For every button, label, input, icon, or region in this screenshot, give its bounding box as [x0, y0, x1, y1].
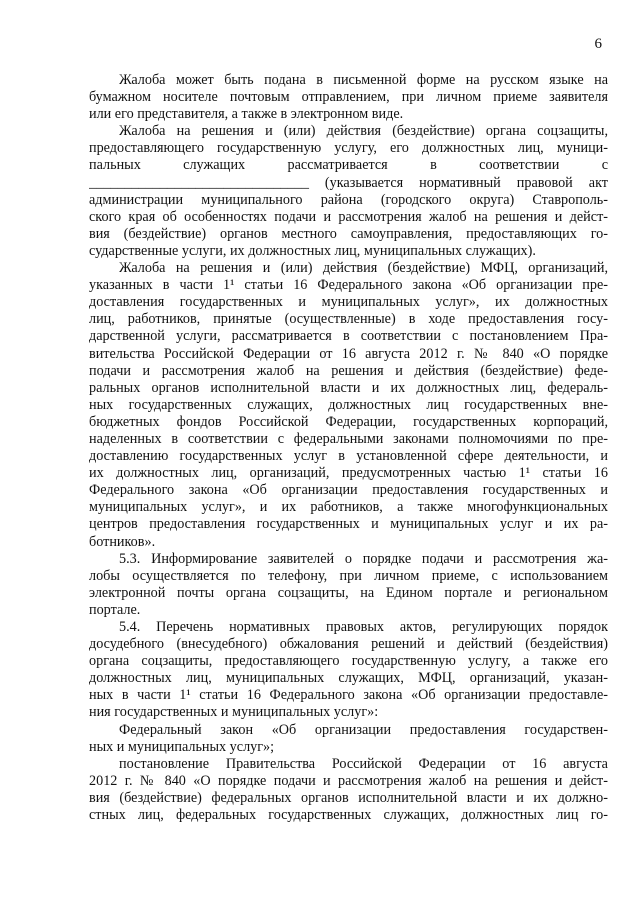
- text-line: ния государственных и муниципальных услуг»:: [89, 704, 379, 721]
- text-line: Федеральный закон «Об организации предоставления государствен-: [119, 721, 608, 738]
- text-line: пальных служащих рассматривается в соответствии с: [89, 157, 608, 174]
- document-body: [89, 72, 608, 824]
- text-line: портале.: [89, 601, 141, 618]
- text-line: доставления государственных и муниципальных услуг», их должностных: [89, 294, 608, 311]
- text-line: органа соцзащиты, предоставляющего государственную услугу, а также его: [89, 653, 608, 670]
- text-line: дарственной услуги, рассматривается в соответствии с постановлением Пра-: [89, 328, 608, 345]
- text-line: ных и муниципальных услуг»;: [89, 738, 275, 755]
- text-line: администрации муниципального района (городского округа) Ставрополь-: [89, 191, 608, 208]
- text-line: сударственные услуги, их должностных лиц, муниципальных служащих).: [89, 242, 536, 259]
- text-line: должностных лиц, муниципальных служащих, МФЦ, организаций, указан-: [89, 670, 608, 687]
- text-line: лобы осуществляется по телефону, при личном приеме, с использованием: [89, 567, 608, 584]
- text-line: вия (бездействие) органов местного самоуправления, предоставляющих го-: [89, 225, 608, 242]
- text-line: бумажном носителе почтовым отправлением, при личном приеме заявителя: [89, 89, 608, 106]
- text-line: электронной почты органа соцзащиты, на Едином портале и региональном: [89, 584, 608, 601]
- text-line: муниципальных услуг», и их работников, а также многофункциональных: [89, 499, 608, 516]
- text-line: бюджетных фондов Российской Федерации, государственных корпораций,: [89, 413, 608, 430]
- text-line: подачи и рассмотрения жалоб на решения и действия (бездействие) феде-: [89, 362, 608, 379]
- text-line: ных в части 1¹ статьи 16 Федерального закона «Об организации предоставле-: [89, 687, 608, 704]
- text-line: ского края об особенностях подачи и рассмотрения жалоб на решения и дейст-: [89, 208, 608, 225]
- text-line: ных государственных служащих, должностных лиц государственных вне-: [89, 396, 608, 413]
- text-line: указанных в части 1¹ статьи 16 Федерального закона «Об организации пре-: [89, 277, 608, 294]
- text-line: наделенных в соответствии с федеральными законами полномочиями по пре-: [89, 430, 608, 447]
- page-number: 6: [594, 36, 602, 52]
- text-line: досудебного (внесудебного) обжалования решений и действий (бездействия): [89, 636, 608, 653]
- text-line: Федерального закона «Об организации предоставления государственных и: [89, 482, 608, 499]
- text-line: вия (бездействие) федеральных органов исполнительной власти и их должно-: [89, 789, 608, 806]
- text-line: 5.4. Перечень нормативных правовых актов, регулирующих порядок: [119, 619, 608, 635]
- text-line: 2012 г. № 840 «О порядке подачи и рассмотрения жалоб на решения и дейст-: [89, 772, 608, 789]
- text-line: предоставляющего государственную услугу, его должностных лиц, муници-: [89, 140, 608, 157]
- text-line: постановление Правительства Российской Федерации от 16 августа: [119, 755, 608, 772]
- text-line: ральных органов исполнительной власти и их должностных лиц, федераль-: [89, 379, 608, 396]
- text-line: доставлению государственных услуг в установленной сфере деятельности, и: [89, 448, 608, 465]
- text-line: стных лиц, федеральных государственных служащих, должностных лиц го-: [89, 807, 608, 824]
- text-line: лиц, работников, принятые (осуществленные) в ходе предоставления госу-: [89, 311, 608, 328]
- text-line: вительства Российской Федерации от 16 августа 2012 г. № 840 «О порядке: [89, 345, 608, 362]
- text-line: 5.3. Информирование заявителей о порядке подачи и рассмотрения жа-: [119, 550, 608, 567]
- text-line: или его представителя, а также в электронном виде.: [89, 106, 404, 123]
- text-line: Жалоба на решения и (или) действия (бездействие) органа соцзащиты,: [119, 123, 608, 140]
- text-line: Жалоба на решения и (или) действия (бездействие) МФЦ, организаций,: [119, 260, 608, 277]
- text-line: их должностных лиц, организаций, предусмотренных частью 1¹ статьи 16: [89, 465, 608, 482]
- text-line: ботников».: [89, 533, 156, 550]
- text-line: Жалоба может быть подана в письменной форме на русском языке на: [119, 72, 608, 88]
- text-line: центров предоставления государственных и муниципальных услуг и их ра-: [89, 516, 608, 533]
- text-line: _______________________________ (указывается нормативный правовой акт: [89, 174, 608, 191]
